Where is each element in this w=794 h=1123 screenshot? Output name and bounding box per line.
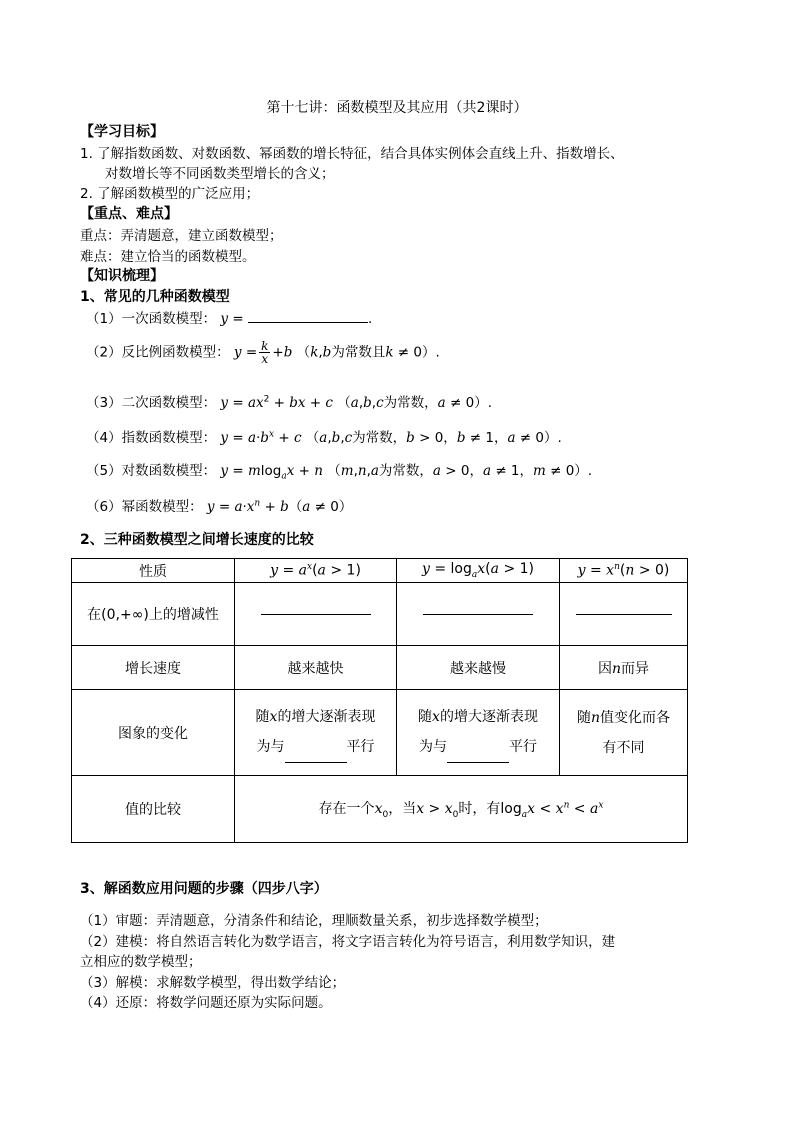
model-power: （6）幂函数模型： $y = a\cdot x^n + b(a \ne 0)$ xyxy=(86,498,353,515)
table-row-monotonic xyxy=(72,583,688,646)
model-logarithmic-label: （5）对数函数模型： xyxy=(86,463,217,479)
row-speed-label: 增长速度 xyxy=(72,646,235,690)
key-point: 重点：弄清题意，建立函数模型； xyxy=(80,228,283,244)
model-quadratic-label: （3）二次函数模型： xyxy=(86,395,217,411)
step-4: （4）还原：将数学问题还原为实际问题。 xyxy=(80,995,332,1011)
step-2-line-2: 立相应的数学模型； xyxy=(80,954,202,970)
key-heading: 【重点、难点】 xyxy=(80,206,178,222)
section-1-heading: 1、常见的几种函数模型 xyxy=(80,289,230,305)
model-exponential-label: （4）指数函数模型： xyxy=(86,430,217,446)
row-graph-label: 图象的变化 xyxy=(72,690,235,776)
section-2-heading: 2、三种函数模型之间增长速度的比较 xyxy=(80,532,314,548)
step-2-line-1: （2）建模：将自然语言转化为数学语言，将文字语言转化为符号语言，利用数学知识，建 xyxy=(80,934,616,950)
table-row-graph xyxy=(72,690,688,776)
header-power: $y = x^n(n > 0)$ xyxy=(560,559,688,583)
graph-log: 随x的增大逐渐表现 为与 平行 xyxy=(397,690,560,776)
model-logarithmic-cond: 为常数， xyxy=(378,463,433,479)
monotonic-pow-blank xyxy=(560,583,688,646)
graph-pow: 随n值变化而各 有不同 xyxy=(560,690,688,776)
step-1: （1）审题：弄清题意，分清条件和结论，理顺数量关系，初步选择数学模型； xyxy=(80,913,548,929)
monotonic-log-blank xyxy=(397,583,560,646)
table-row-speed xyxy=(72,646,688,690)
goal-1-line-2: 对数增长等不同函数类型增长的含义； xyxy=(105,166,335,182)
model-exponential: （4）指数函数模型： $y = a\cdot b^x + c$ （a,b,c为常数，b > 0，b ≠ 1，a ≠ 0）. xyxy=(86,429,562,446)
model-inverse-cond: 为常数且 xyxy=(331,344,386,361)
row-monotonic-label: 在(0,+∞)上的增减性 xyxy=(72,583,235,646)
header-logarithmic: $y = \log_ax(a > 1)$ xyxy=(397,559,560,583)
model-linear-label: （1）一次函数模型： xyxy=(86,311,217,327)
page-title: 第十七讲：函数模型及其应用（共2课时） xyxy=(266,100,528,116)
model-linear: （1）一次函数模型： y = . xyxy=(86,311,373,327)
compare-statement: 存在一个$x_0$，当$x > x_0$时，有$\log_ax < x^n < a^x$ xyxy=(235,776,688,843)
difficult-point: 难点：建立恰当的函数模型。 xyxy=(80,249,256,265)
table-row-compare xyxy=(72,776,688,843)
monotonic-exp-blank xyxy=(235,583,397,646)
header-property: 性质 xyxy=(72,559,235,583)
goals-heading: 【学习目标】 xyxy=(80,124,164,140)
model-inverse-label: （2）反比例函数模型： xyxy=(86,344,230,361)
speed-pow: 因n而异 xyxy=(560,646,688,690)
model-quadratic-cond: 为常数， xyxy=(383,395,438,411)
graph-exp: 随x的增大逐渐表现 为与 平行 xyxy=(235,690,397,776)
comparison-table xyxy=(71,558,688,843)
goal-1-line-1: 1. 了解指数函数、对数函数、幂函数的增长特征，结合具体实例体会直线上升、指数增长、 xyxy=(80,146,624,162)
section-3-heading: 3、解函数应用问题的步骤（四步八字） xyxy=(80,881,328,897)
goal-2: 2. 了解函数模型的广泛应用； xyxy=(80,186,260,202)
knowledge-heading: 【知识梳理】 xyxy=(80,268,164,284)
speed-log: 越来越慢 xyxy=(397,646,560,690)
table-header-row xyxy=(72,559,688,583)
model-logarithmic: （5）对数函数模型： y = mlog$_a$x + n （m,n,a为常数，a > 0，a ≠ 1，m ≠ 0）. xyxy=(86,463,593,482)
speed-exp: 越来越快 xyxy=(235,646,397,690)
model-inverse: （2）反比例函数模型： y = $\frac{k}{x}$ +b （k,b为常数且k ≠ 0）. xyxy=(86,339,440,366)
header-exponential: $y = a^x(a > 1)$ xyxy=(235,559,397,583)
row-compare-label: 值的比较 xyxy=(72,776,235,843)
model-power-label: （6）幂函数模型： xyxy=(86,499,203,515)
model-quadratic: （3）二次函数模型： $y = ax^2$ + bx + c （a,b,c为常数，a ≠ 0）. xyxy=(86,394,492,411)
model-exponential-cond: 为常数， xyxy=(352,430,407,446)
step-3: （3）解模：求解数学模型，得出数学结论； xyxy=(80,975,346,991)
